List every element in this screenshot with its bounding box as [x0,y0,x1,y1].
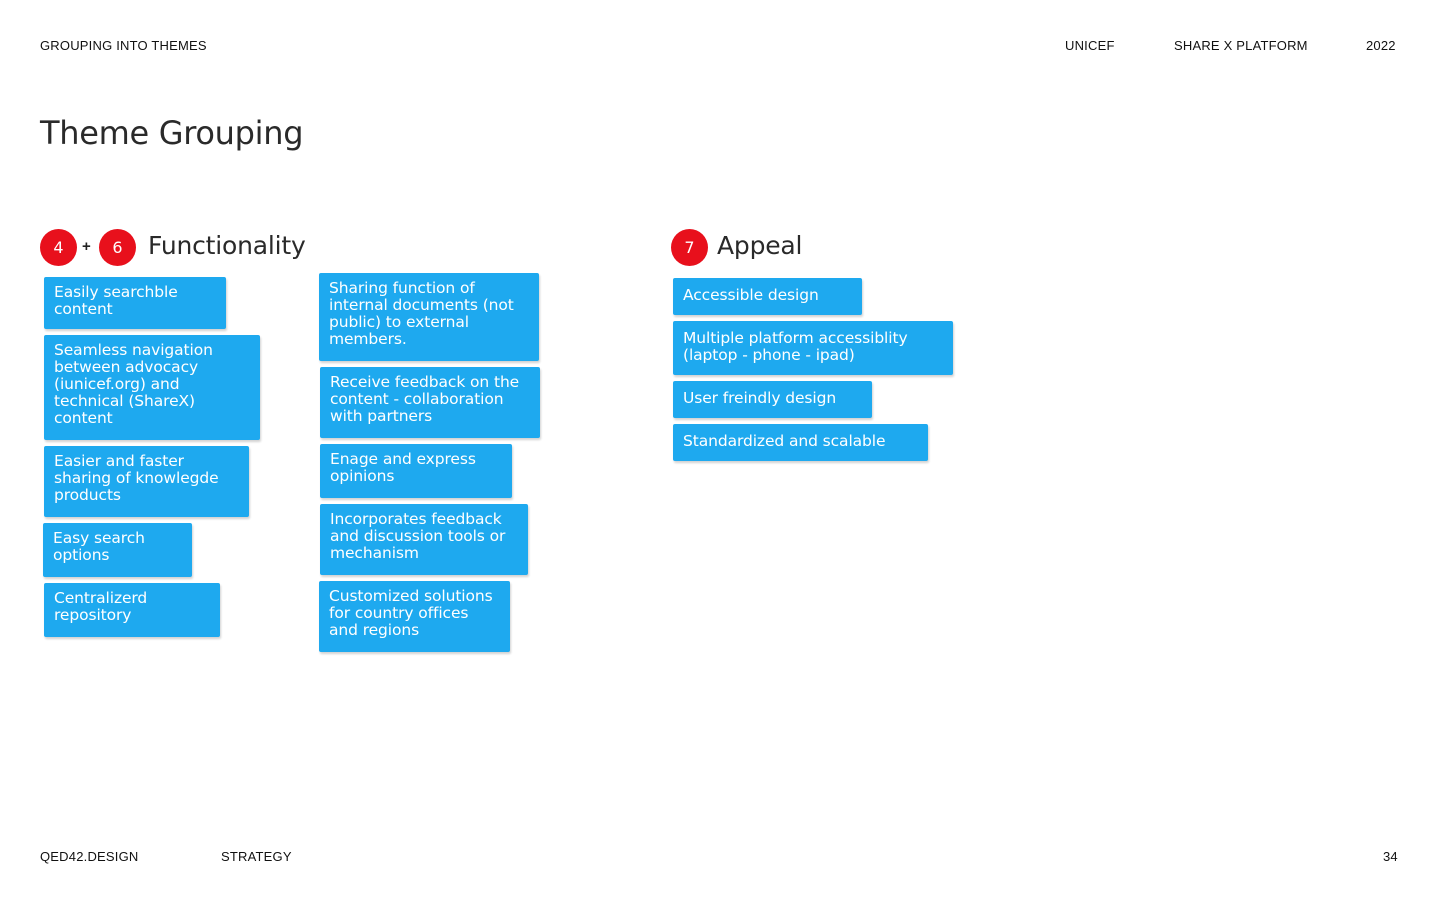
header-project: SHARE X PLATFORM [1174,38,1308,53]
sticky-note: Seamless navigation between advocacy (iunicef.org) and technical (ShareX) content [44,335,260,440]
plus-sign: + [82,238,91,255]
sticky-note: Customized solutions for country offices and regions [319,581,510,652]
sticky-note: Sharing function of internal documents (not public) to external members. [319,273,539,361]
theme-number-badge: 7 [671,229,708,266]
sticky-note: Incorporates feedback and discussion tools or mechanism [320,504,528,575]
sticky-note: Easier and faster sharing of knowlegde products [44,446,249,517]
footer-section: STRATEGY [221,849,292,864]
theme-number-badge: 4 [40,229,77,266]
header-client: UNICEF [1065,38,1115,53]
header-year: 2022 [1366,38,1396,53]
sticky-note: Standardized and scalable [673,424,928,461]
sticky-note: Centralizerd repository [44,583,220,637]
header-section-label: GROUPING INTO THEMES [40,38,207,53]
sticky-note: User freindly design [673,381,872,418]
theme-number-badge: 6 [99,229,136,266]
sticky-note: Multiple platform accessiblity (laptop - phone - ipad) [673,321,953,375]
sticky-note: Easy search options [43,523,192,577]
sticky-note: Easily searchble content [44,277,226,329]
sticky-note: Enage and express opinions [320,444,512,498]
page-title: Theme Grouping [40,114,304,152]
group-title-functionality: Functionality [148,231,306,260]
footer-brand: QED42.DESIGN [40,849,139,864]
page-number: 34 [1383,849,1398,864]
sticky-note: Accessible design [673,278,862,315]
group-title-appeal: Appeal [717,231,803,260]
sticky-note: Receive feedback on the content - collaboration with partners [320,367,540,438]
